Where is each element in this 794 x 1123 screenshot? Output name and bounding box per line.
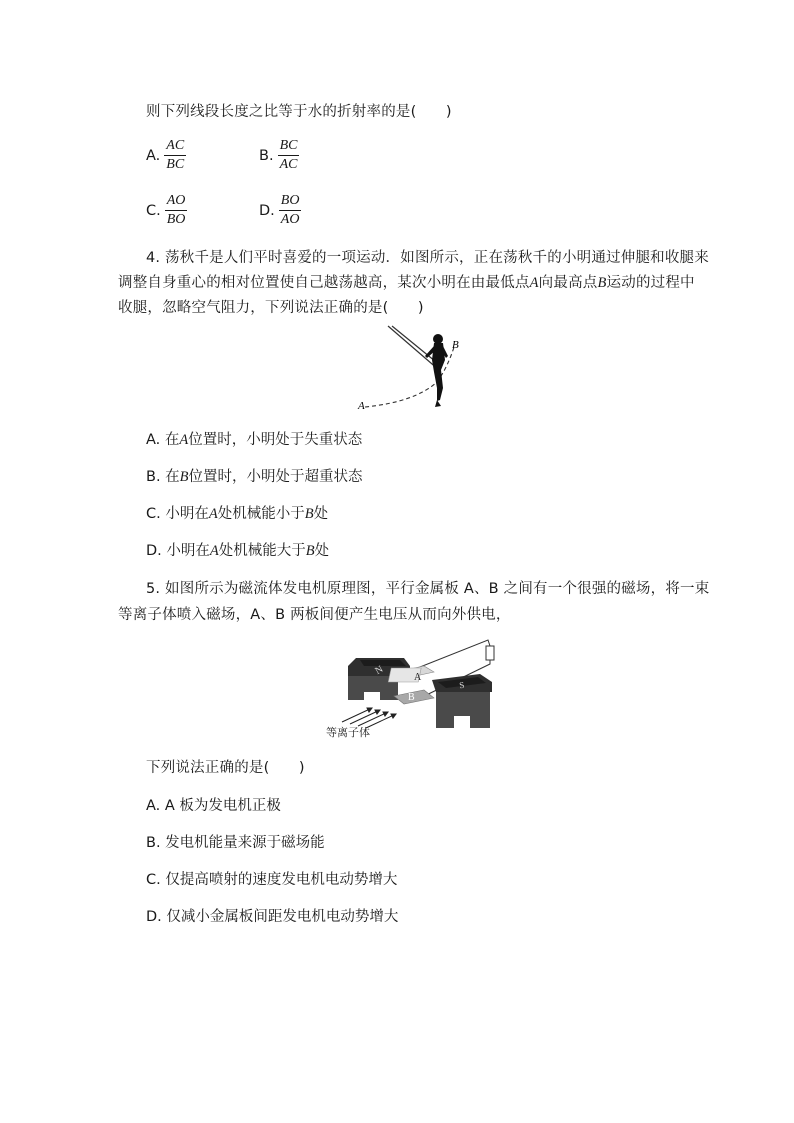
q4-stem-line2	[118, 271, 695, 292]
plate-b-label: B	[408, 692, 415, 703]
q4-option-a: A. 在A位置时，小明处于失重状态	[146, 432, 363, 448]
q5-option-c: C. 仅提高喷射的速度发电机电动势增大	[146, 872, 398, 888]
option-label: C.	[146, 202, 161, 219]
point-b-var: B	[597, 275, 607, 291]
plate-a	[388, 666, 434, 683]
q3-option-c	[146, 193, 187, 228]
magnet-s	[432, 674, 492, 728]
plasma-arrows	[342, 708, 396, 728]
point-a-label: A	[358, 400, 365, 412]
plasma-label: 等离子体	[326, 727, 370, 739]
fraction-denominator: AO	[280, 212, 300, 227]
point-b-label: B	[452, 339, 459, 351]
q5-option-d: D. 仅减小金属板间距发电机电动势增大	[146, 909, 399, 925]
fraction-numerator: AO	[165, 193, 188, 211]
plate-a-label: A	[414, 672, 422, 683]
text-segment: 调整自身重心的相对位置使自己越荡越高，某次小明在由最低点	[118, 275, 530, 291]
q5-question: 下列说法正确的是( )	[146, 760, 305, 776]
q5-option-b: B. 发电机能量来源于磁场能	[146, 835, 325, 851]
text-segment: 运动的过程中	[606, 275, 695, 291]
swing-rope-left	[388, 326, 439, 370]
option-label: A.	[146, 147, 161, 164]
fraction-numerator: BO	[279, 193, 302, 211]
q3-option-a	[146, 138, 186, 173]
q4-option-b: B. 在B位置时，小明处于超重状态	[146, 469, 363, 485]
option-label: D.	[259, 202, 275, 219]
q5-option-a: A. A 板为发电机正极	[146, 798, 281, 814]
fraction-denominator: AC	[279, 157, 298, 172]
q3-stem: 则下列线段长度之比等于水的折射率的是( )	[146, 104, 452, 120]
q4-stem-line1: 4. 荡秋千是人们平时喜爱的一项运动．如图所示，正在荡秋千的小明通过伸腿和收腿来	[146, 250, 709, 266]
q4-option-c: C. 小明在A处机械能小于B处	[146, 506, 329, 522]
fraction-numerator: BC	[278, 138, 300, 156]
q5-stem-line2: 等离子体喷入磁场，A、B 两板间便产生电压从而向外供电，	[118, 607, 511, 623]
q4-option-d: D. 小明在A处机械能大于B处	[146, 543, 330, 559]
q3-option-d	[259, 193, 301, 228]
q5-stem-line1: 5. 如图所示为磁流体发电机原理图，平行金属板 A、B 之间有一个很强的磁场，将一束	[146, 581, 710, 597]
swing-figure	[355, 322, 475, 414]
q3-option-b	[259, 138, 299, 173]
fraction-numerator: AC	[164, 138, 186, 156]
pole-s-label: S	[458, 679, 466, 691]
fraction-denominator: BC	[166, 157, 185, 172]
q4-stem-line3: 收腿，忽略空气阻力，下列说法正确的是( )	[118, 300, 424, 316]
text-segment: 向最高点	[538, 275, 598, 291]
option-label: B.	[259, 147, 274, 164]
fraction-denominator: BO	[166, 212, 186, 227]
mhd-generator-figure	[320, 636, 500, 740]
resistor	[486, 646, 494, 660]
pole-n-label: N	[373, 663, 386, 678]
point-a-var: A	[529, 275, 539, 291]
plate-b	[394, 690, 434, 704]
